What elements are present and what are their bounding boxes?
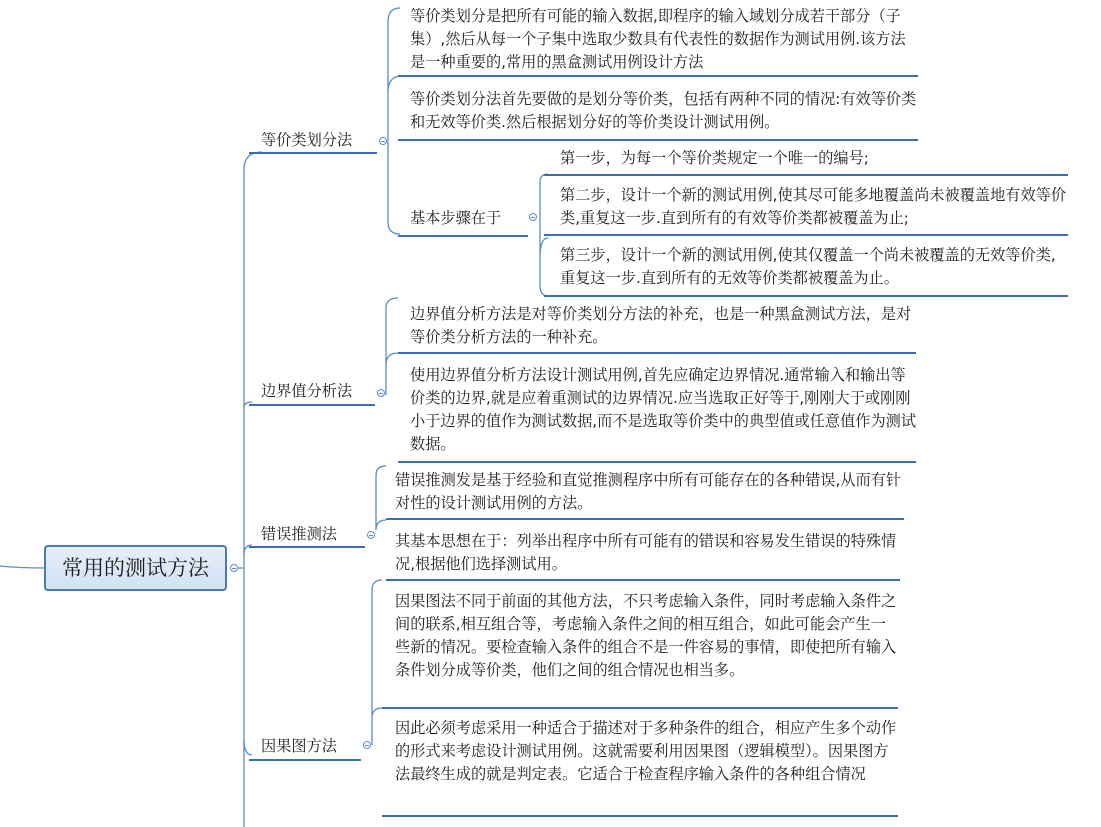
b2-text-2: 使用边界值分析方法设计测试用例,首先应确定边界情况.通常输入和输出等价类的边界,就是应着重测试的边界情况.应当选取正好等于,刚刚大于或刚刚小于边界的值作为测试数据,而不是选取等价类中的典型值或任意值作为测试数据。 bbox=[410, 366, 917, 453]
fan-branch-1 bbox=[388, 8, 402, 234]
branch-equivalence-partitioning[interactable]: 等价类划分法 bbox=[261, 131, 353, 149]
collapse-branch-4-icon[interactable] bbox=[363, 741, 371, 749]
b3-text-2: 其基本思想在于：列举出程序中所有可能有的错误和容易发生错误的特殊情况,根据他们选择测试用。 bbox=[395, 532, 897, 573]
step-1: 第一步，为每一个等价类规定一个唯一的编号; bbox=[560, 149, 869, 167]
collapse-branch-3-icon[interactable] bbox=[367, 531, 375, 539]
b4-text-1: 因果图法不同于前面的其他方法，不只考虑输入条件，同时考虑输入条件之间的联系,相互组合等，考虑输入条件之间的相互组合，如此可能会产生一些新的情况。要检查输入条件的组合不是一件容易的事情，即使把所有输入条件划分成等价类，他们之间的组合情况也相当多。 bbox=[395, 592, 897, 679]
collapse-steps-icon[interactable] bbox=[529, 213, 537, 221]
main-trunk bbox=[238, 152, 262, 827]
connector-branch-4 bbox=[244, 740, 252, 755]
root-node[interactable]: 常用的测试方法 bbox=[44, 545, 227, 591]
b4-text-2: 因此必须考虑采用一种适合于描述对于多种条件的组合，相应产生多个动作的形式来考虑设计测试用例。这就需要利用因果图（逻辑模型）。因果图方法最终生成的就是判定表。它适合于检查程序输入条件的各种组合情况 bbox=[395, 719, 897, 783]
collapse-branch-2-icon[interactable] bbox=[377, 389, 385, 397]
branch-error-guessing[interactable]: 错误推测法 bbox=[261, 525, 337, 543]
steps-subnode[interactable]: 基本步骤在于 bbox=[410, 209, 502, 227]
step-2: 第二步，设计一个新的测试用例,使其尽可能多地覆盖尚未被覆盖地有效等价类,重复这一步.直到所有的有效等价类都被覆盖为止; bbox=[560, 186, 1067, 227]
collapse-root-icon[interactable] bbox=[230, 564, 238, 572]
branch-boundary-value[interactable]: 边界值分析法 bbox=[261, 382, 353, 400]
fan-branch-3 bbox=[376, 466, 386, 530]
collapse-branch-1-icon[interactable] bbox=[379, 137, 387, 145]
fan-branch-2 bbox=[386, 298, 398, 395]
branch-cause-effect[interactable]: 因果图方法 bbox=[261, 737, 337, 755]
b1-text-1: 等价类划分是把所有可能的输入数据,即程序的输入域划分成若干部分（子集）,然后从每一个子集中选取少数具有代表性的数据作为测试用例.该方法是一种重要的,常用的黑盒测试用例设计方法 bbox=[410, 7, 906, 71]
b2-text-1: 边界值分析方法是对等价类划分方法的补充，也是一种黑盒测试方法，是对等价类分析方法的一种补充。 bbox=[410, 305, 912, 346]
step-3: 第三步，设计一个新的测试用例,使其仅覆盖一个尚未被覆盖的无效等价类,重复这一步.直到所有的无效等价类都被覆盖为止。 bbox=[560, 246, 1056, 287]
root-left-connector bbox=[0, 566, 44, 568]
b3-text-1: 错误推测发是基于经验和直觉推测程序中所有可能存在的各种错误,从而有针对性的设计测试用例的方法。 bbox=[395, 471, 902, 512]
fan-branch-4 bbox=[372, 580, 382, 745]
b1-text-2: 等价类划分法首先要做的是划分等价类，包括有两种不同的情况:有效等价类和无效等价类.然后根据划分好的等价类设计测试用例。 bbox=[410, 90, 917, 131]
